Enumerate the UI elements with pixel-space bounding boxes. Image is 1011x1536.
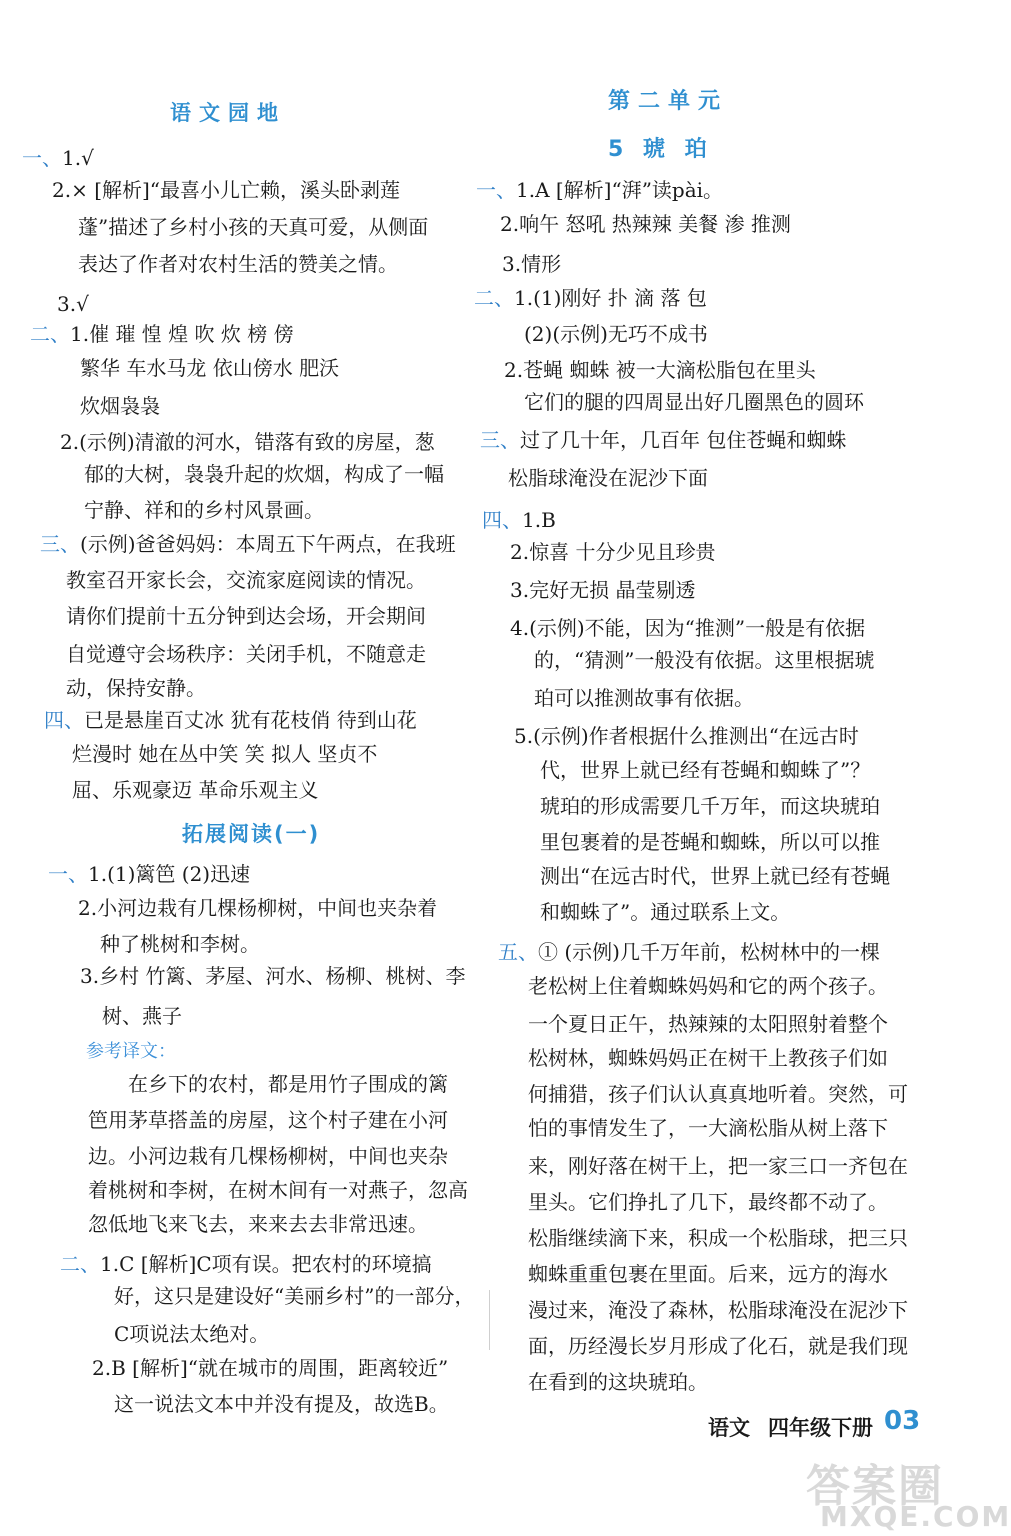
answer-line: 动，保持安静。 [66, 676, 206, 700]
page-number: 03 [884, 1406, 921, 1436]
answer-line: 三、过了几十年，几百年 包住苍蝇和蜘蛛 [480, 428, 847, 452]
answer-line: 一、1.(1)篱笆 (2)迅速 [48, 862, 251, 886]
answer-line: 3.情形 [502, 252, 562, 276]
answer-line: 三、(示例)爸爸妈妈：本周五下午两点，在我班 [40, 532, 456, 556]
answer-line: 2.惊喜 十分少见且珍贵 [510, 540, 716, 564]
lesson-heading: 5 琥 珀 [608, 137, 713, 162]
footer-grade: 四年级下册 [768, 1416, 873, 1440]
answer-line: 里头。它们挣扎了几下，最终都不动了。 [528, 1190, 888, 1214]
translation-line: 着桃树和李树，在树木间有一对燕子，忽高 [88, 1178, 468, 1202]
answer-line: 2.小河边栽有几棵杨柳树，中间也夹杂着 [78, 896, 438, 920]
answer-line: 炊烟袅袅 [80, 394, 160, 418]
answer-line: 里包裹着的是苍蝇和蜘蛛，所以可以推 [540, 830, 880, 854]
answer-line: 2.B [解析]“就在城市的周围，距离较近” [92, 1356, 449, 1380]
answer-line: 烂漫时 她在丛中笑 笑 拟人 坚贞不 [72, 742, 378, 766]
answer-line: 教室召开家长会，交流家庭阅读的情况。 [66, 568, 426, 592]
answer-line: 怕的事情发生了，一大滴松脂从树上落下 [528, 1116, 888, 1140]
answer-line: 蜘蛛重重包裹在里面。后来，远方的海水 [528, 1262, 888, 1286]
answer-line: 和蜘蛛了”。通过联系上文。 [540, 900, 791, 924]
answer-line: 2.(示例)清澈的河水，错落有致的房屋，葱 [60, 430, 435, 454]
answer-line: 二、1.(1)刚好 扑 滴 落 包 [474, 286, 707, 310]
answer-line: 种了桃树和李树。 [100, 932, 260, 956]
answer-line: 好，这只是建设好“美丽乡村”的一部分， [114, 1284, 475, 1308]
answer-line: 四、已是悬崖百丈冰 犹有花枝俏 待到山花 [44, 708, 417, 732]
watermark-logo: 答案圈 [806, 1461, 944, 1512]
answer-line: 5.(示例)作者根据什么推测出“在远古时 [514, 724, 859, 748]
answer-line: 四、1.B [482, 508, 556, 532]
answer-line: 漫过来，淹没了森林，松脂球淹没在泥沙下 [528, 1298, 908, 1322]
answer-line: 何捕猎，孩子们认认真真地听着。突然，可 [528, 1082, 908, 1106]
translation-line: 忽低地飞来飞去，来来去去非常迅速。 [88, 1212, 428, 1236]
answer-line: 的，“猜测”一般没有依据。这里根据琥 [534, 648, 875, 672]
answer-line: 老松树上住着蜘蛛妈妈和它的两个孩子。 [528, 974, 888, 998]
answer-line: 宁静、祥和的乡村风景画。 [84, 498, 324, 522]
footer-subject: 语文 [708, 1416, 750, 1440]
answer-line: 一、1.√ [22, 146, 94, 170]
answer-line: 松脂球淹没在泥沙下面 [508, 466, 708, 490]
column-divider [489, 1290, 490, 1350]
answer-line: 2.响午 怒吼 热辣辣 美餐 渗 推测 [500, 212, 791, 236]
answer-line: 3.乡村 竹篱、茅屋、河水、杨柳、桃树、李 [80, 964, 466, 988]
answer-line: 测出“在远古时代，世界上就已经有苍蝇 [540, 864, 891, 888]
section-heading-tuozhan-yuedu: 拓展阅读(一) [182, 822, 321, 846]
answer-line: 3.完好无损 晶莹剔透 [510, 578, 696, 602]
answer-line: 它们的腿的四周显出好几圈黑色的圆环 [524, 390, 864, 414]
answer-line: 表达了作者对农村生活的赞美之情。 [78, 252, 398, 276]
translation-line: 边。小河边栽有几棵杨柳树，中间也夹杂 [88, 1144, 448, 1168]
unit-heading: 第二单元 [608, 89, 729, 114]
answer-line: 松树林，蜘蛛妈妈正在树干上教孩子们如 [528, 1046, 888, 1070]
answer-line: 松脂继续滴下来，积成一个松脂球，把三只 [528, 1226, 908, 1250]
answer-line: 来，刚好落在树干上，把一家三口一齐包在 [528, 1154, 908, 1178]
answer-line: 3.√ [57, 292, 89, 316]
answer-line: 请你们提前十五分钟到达会场，开会期间 [66, 604, 426, 628]
answer-line: 蓬”描述了乡村小孩的天真可爱，从侧面 [78, 215, 429, 239]
watermark-url: MXQE.COM [820, 1500, 1011, 1533]
answer-line: 树、燕子 [102, 1004, 182, 1028]
answer-line: 珀可以推测故事有依据。 [534, 686, 754, 710]
answer-line: 面，历经漫长岁月形成了化石，就是我们现 [528, 1334, 908, 1358]
answer-line: 琥珀的形成需要几千万年，而这块琥珀 [540, 794, 880, 818]
answer-line: 郁的大树，袅袅升起的炊烟，构成了一幅 [84, 462, 444, 486]
section-heading-yuwen-yuandi: 语文园地 [170, 101, 286, 125]
answer-line: 代，世界上就已经有苍蝇和蜘蛛了”？ [540, 758, 871, 782]
translation-line: 在乡下的农村，都是用竹子围成的篱 [128, 1072, 448, 1096]
answer-line: 屈、乐观豪迈 革命乐观主义 [72, 778, 319, 802]
answer-line: 一、1.A [解析]“湃”读pài。 [476, 178, 724, 202]
answer-line: 自觉遵守会场秩序：关闭手机，不随意走 [66, 642, 426, 666]
answer-line: 2.苍蝇 蜘蛛 被一大滴松脂包在里头 [504, 358, 816, 382]
answer-line: 繁华 车水马龙 依山傍水 肥沃 [80, 356, 340, 380]
answer-line: 4.(示例)不能，因为“推测”一般是有依据 [510, 616, 866, 640]
reference-translation-label: 参考译文： [86, 1041, 176, 1062]
answer-line: 二、1.催 璀 惶 煌 吹 炊 榜 傍 [30, 322, 294, 346]
answer-line: C项说法太绝对。 [114, 1322, 270, 1346]
translation-line: 笆用茅草搭盖的房屋，这个村子建在小河 [88, 1108, 448, 1132]
answer-line: (2)(示例)无巧不成书 [524, 322, 708, 346]
answer-line: 在看到的这块琥珀。 [528, 1370, 708, 1394]
answer-line: 2.× [解析]“最喜小儿亡赖，溪头卧剥莲 [52, 178, 401, 202]
answer-line: 二、1.C [解析]C项有误。把农村的环境搞 [60, 1252, 432, 1276]
answer-line: 一个夏日正午，热辣辣的太阳照射着整个 [528, 1012, 888, 1036]
answer-line: 五、① (示例)几千万年前，松树林中的一棵 [498, 940, 880, 964]
answer-line: 这一说法文本中并没有提及，故选B。 [114, 1392, 449, 1416]
